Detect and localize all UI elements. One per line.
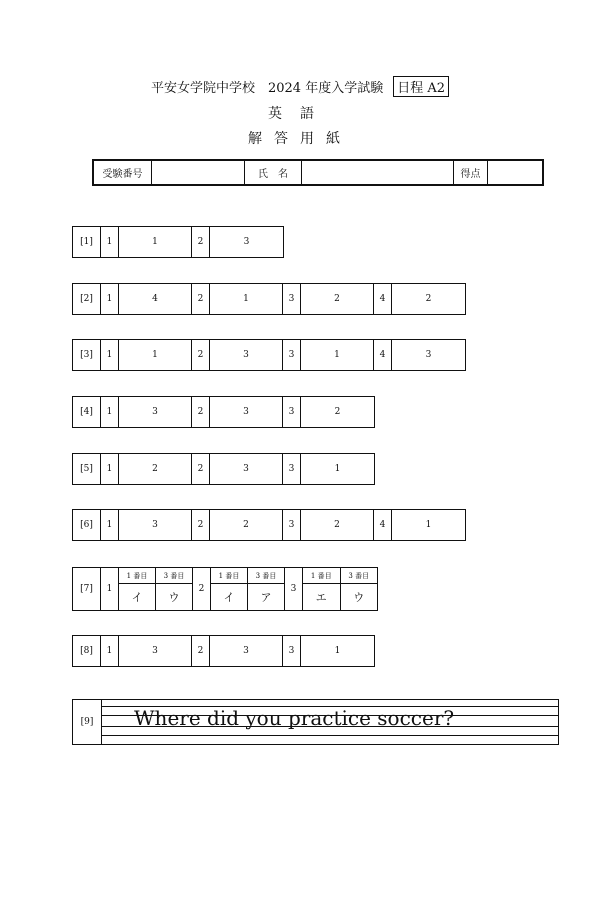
answer-cell: 1 — [119, 340, 192, 370]
answer-cell: 2 — [301, 284, 374, 314]
question-label: [3] — [73, 340, 101, 370]
third-position-answer: ウ — [353, 591, 365, 604]
question-label: [2] — [73, 284, 101, 314]
answer-cell: 4 — [119, 284, 192, 314]
answer-cell: 3 — [119, 510, 192, 540]
order-answer-pair — [119, 568, 193, 610]
question-1-row — [72, 226, 284, 258]
answer-cell: 3 — [425, 350, 432, 360]
item-number: 4 — [374, 340, 392, 370]
item-number: 4 — [374, 510, 392, 540]
third-position-answer: ア — [260, 591, 272, 604]
answer-cell: 1 — [425, 520, 432, 530]
item-number: 1 — [101, 397, 119, 427]
item-number: 2 — [192, 636, 210, 666]
answer-cell: 1 — [334, 646, 341, 656]
answer-cell: 3 — [210, 636, 283, 666]
first-position-header: 1 番目 — [303, 568, 341, 583]
item-number: 2 — [192, 454, 210, 484]
item-number: 3 — [283, 510, 301, 540]
item-number: 1 — [101, 227, 119, 257]
writing-lines — [102, 700, 558, 744]
exam-number-label: 受験番号 — [94, 161, 152, 184]
score-label: 得点 — [454, 161, 488, 184]
ruled-line — [102, 735, 558, 736]
item-number: 3 — [283, 340, 301, 370]
english-sentence-answer: Where did you practice soccer? — [134, 706, 455, 730]
item-number: 3 — [283, 454, 301, 484]
item-number: 3 — [283, 284, 301, 314]
question-5-row — [72, 453, 375, 485]
answer-cell: 1 — [119, 227, 192, 257]
third-position-answer: ウ — [168, 591, 180, 604]
sheet-title: 解答用紙 — [248, 131, 352, 147]
question-label: [8] — [73, 636, 101, 666]
item-number: 1 — [101, 284, 119, 314]
answer-cell: 3 — [243, 237, 250, 247]
question-3-row — [72, 339, 466, 371]
question-label: [5] — [73, 454, 101, 484]
answer-cell: 2 — [301, 510, 374, 540]
item-number: 3 — [285, 568, 303, 610]
answer-cell: 2 — [210, 510, 283, 540]
third-position-header: 3 番目 — [255, 571, 277, 580]
subject-title: 英語 — [268, 106, 332, 122]
item-number: 1 — [101, 636, 119, 666]
answer-cell: 2 — [119, 454, 192, 484]
item-number: 2 — [193, 568, 211, 610]
answer-cell: 1 — [301, 340, 374, 370]
question-9-row — [72, 699, 559, 745]
item-number: 2 — [192, 227, 210, 257]
first-position-answer: イ — [119, 584, 156, 610]
item-number: 2 — [192, 510, 210, 540]
question-8-row — [72, 635, 375, 667]
student-info-row — [92, 159, 544, 186]
name-field[interactable] — [302, 161, 454, 184]
school-exam-name: 平安女学院中学校 2024 年度入学試験 — [150, 81, 384, 96]
answer-cell: 2 — [334, 407, 341, 417]
item-number: 1 — [101, 340, 119, 370]
order-answer-pair — [303, 568, 377, 610]
name-label: 氏 名 — [245, 161, 302, 184]
question-label: [9] — [73, 700, 102, 744]
exam-title — [0, 76, 600, 97]
question-label: [4] — [73, 397, 101, 427]
question-4-row — [72, 396, 375, 428]
item-number: 2 — [192, 340, 210, 370]
first-position-header: 1 番目 — [119, 568, 156, 583]
score-field — [488, 161, 542, 184]
answer-cell: 3 — [119, 397, 192, 427]
question-label: [7] — [73, 568, 101, 610]
answer-cell: 1 — [210, 284, 283, 314]
third-position-header: 3 番目 — [163, 571, 185, 580]
item-number: 1 — [101, 454, 119, 484]
order-answer-pair — [211, 568, 285, 610]
item-number: 2 — [192, 284, 210, 314]
first-position-answer: エ — [303, 584, 341, 610]
schedule-badge: 日程 A2 — [393, 76, 449, 97]
item-number: 3 — [283, 636, 301, 666]
answer-cell: 3 — [210, 340, 283, 370]
item-number: 2 — [192, 397, 210, 427]
question-label: [6] — [73, 510, 101, 540]
question-6-row — [72, 509, 466, 541]
first-position-header: 1 番目 — [211, 568, 248, 583]
answer-cell: 3 — [210, 397, 283, 427]
item-number: 1 — [101, 568, 119, 610]
answer-cell: 3 — [210, 454, 283, 484]
item-number: 1 — [101, 510, 119, 540]
answer-cell: 3 — [119, 636, 192, 666]
third-position-header: 3 番目 — [348, 571, 370, 580]
answer-cell: 1 — [334, 464, 341, 474]
exam-number-field[interactable] — [152, 161, 245, 184]
question-7-row — [72, 567, 378, 611]
item-number: 3 — [283, 397, 301, 427]
answer-cell: 2 — [425, 294, 432, 304]
first-position-answer: イ — [211, 584, 248, 610]
question-label: [1] — [73, 227, 101, 257]
question-2-row — [72, 283, 466, 315]
item-number: 4 — [374, 284, 392, 314]
